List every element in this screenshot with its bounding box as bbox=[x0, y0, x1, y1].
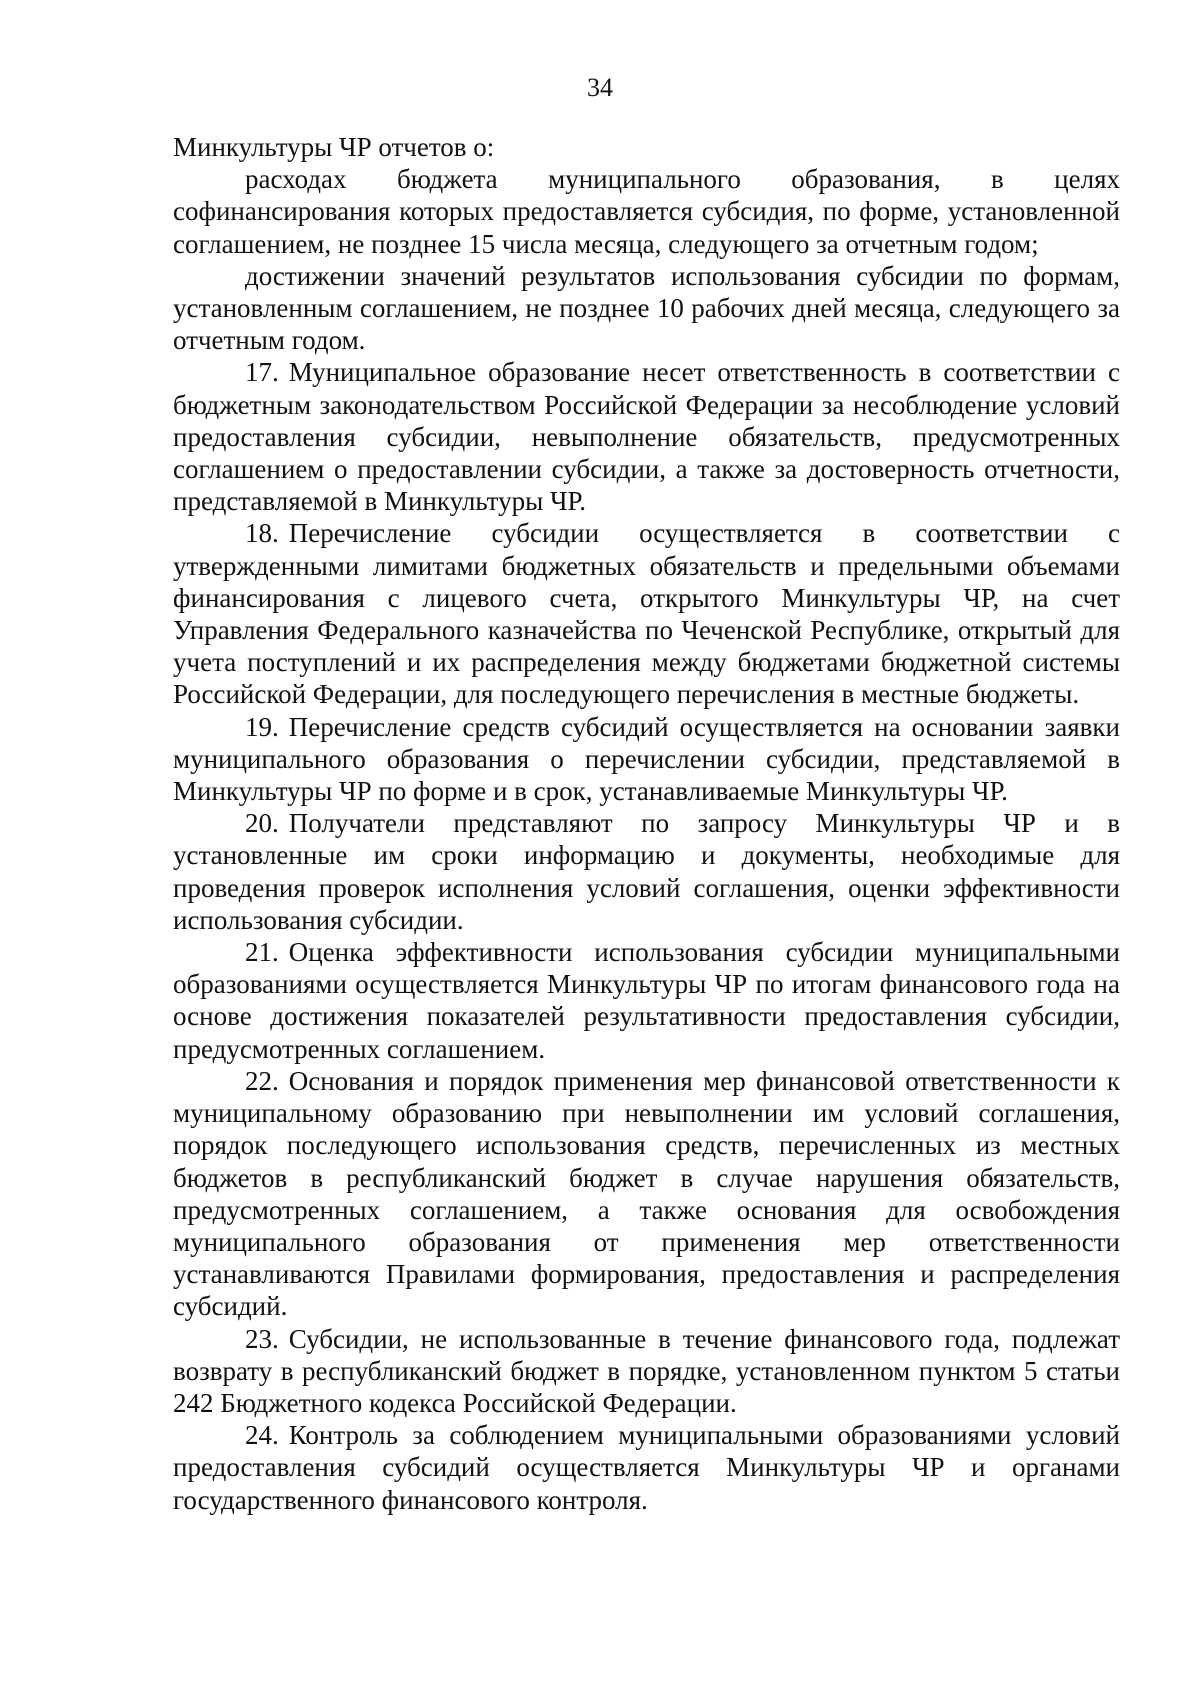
paragraph-text: Минкультуры ЧР отчетов о: bbox=[173, 132, 495, 162]
paragraph-number: 23. bbox=[245, 1323, 279, 1354]
page-number: 34 bbox=[587, 73, 613, 102]
paragraph-text: Перечисление субсидии осуществляется в соответствии с утвержденными лимитами бюджетных обязательств и предельными объемами финансирования с лицевого счета, открытого Минкультуры ЧР, на счет Управления Федерального казначейства по Чеченской Республике, открытый для учета поступлений и их распределения между бюджетами бюджетной системы Российской Федерации, для последующего перечисления в местные бюджеты. bbox=[173, 518, 1120, 710]
paragraph bbox=[173, 260, 1120, 357]
paragraph-text: Перечисление средств субсидий осуществляется на основании заявки муниципального образования о перечислении субсидии, представляемой в Минкультуры ЧР по форме и в срок, устанавливаемые Минкультуры ЧР. bbox=[173, 711, 1120, 807]
paragraph-number: 18. bbox=[245, 518, 279, 549]
paragraph-number: 19. bbox=[245, 711, 279, 742]
paragraph-number: 22. bbox=[245, 1065, 279, 1096]
paragraph-text: Получатели представляют по запросу Минкультуры ЧР и в установленные им сроки информацию и документы, необходимые для проведения проверок исполнения условий соглашения, оценки эффективности использования субсидии. bbox=[173, 808, 1120, 935]
numbered-paragraph bbox=[173, 1323, 1120, 1420]
paragraph-text: Контроль за соблюдением муниципальными образованиями условий предоставления субсидий осуществляется Минкультуры ЧР и органами государственного финансового контроля. bbox=[173, 1420, 1120, 1515]
paragraph-number: 21. bbox=[245, 937, 279, 968]
numbered-paragraph bbox=[173, 1065, 1120, 1323]
paragraph-text: Основания и порядок применения мер финансовой ответственности к муниципальному образованию при невыполнении им условий соглашения, порядок последующего использования средств, перечисленных из местных бюджетов в республиканский бюджет в случае нарушения обязательств, предусмотренных соглашением, а также основания для освобождения муниципального образования от применения мер ответственности устанавливаются Правилами формирования, предоставления и распределения субсидий. bbox=[173, 1065, 1120, 1322]
paragraph-number: 20. bbox=[245, 808, 279, 839]
numbered-paragraph bbox=[173, 936, 1120, 1065]
document-body bbox=[173, 131, 1120, 1516]
paragraph bbox=[173, 163, 1120, 260]
paragraph-number: 24. bbox=[245, 1420, 279, 1451]
numbered-paragraph bbox=[173, 807, 1120, 936]
paragraph-text: Субсидии, не использованные в течение финансового года, подлежат возврату в республиканский бюджет в порядке, установленном пунктом 5 статьи 242 Бюджетного кодекса Российской Федерации. bbox=[173, 1323, 1120, 1418]
numbered-paragraph bbox=[173, 1419, 1120, 1516]
paragraph-text: расходах бюджета муниципального образования, в целях софинансирования которых предоставляется субсидия, по форме, установленной соглашением, не позднее 15 числа месяца, следующего за отчетным годом; bbox=[173, 164, 1120, 259]
paragraph-text: Муниципальное образование несет ответственность в соответствии с бюджетным законодательством Российской Федерации за несоблюдение условий предоставления субсидии, невыполнение обязательств, предусмотренных соглашением о предоставлении субсидии, а также за достоверность отчетности, представляемой в Минкультуры ЧР. bbox=[173, 357, 1120, 517]
paragraph-text: достижении значений результатов использования субсидии по формам, установленным соглашением, не позднее 10 рабочих дней месяца, следующего за отчетным годом. bbox=[173, 260, 1120, 356]
numbered-paragraph bbox=[173, 356, 1120, 517]
numbered-paragraph bbox=[173, 711, 1120, 808]
paragraph-number: 17. bbox=[245, 357, 279, 388]
numbered-paragraph bbox=[173, 517, 1120, 710]
paragraph-text: Оценка эффективности использования субсидии муниципальными образованиями осуществляется Минкультуры ЧР по итогам финансового года на основе достижения показателей результативности предоставления субсидии, предусмотренных соглашением. bbox=[173, 937, 1120, 1064]
paragraph bbox=[173, 131, 1120, 163]
